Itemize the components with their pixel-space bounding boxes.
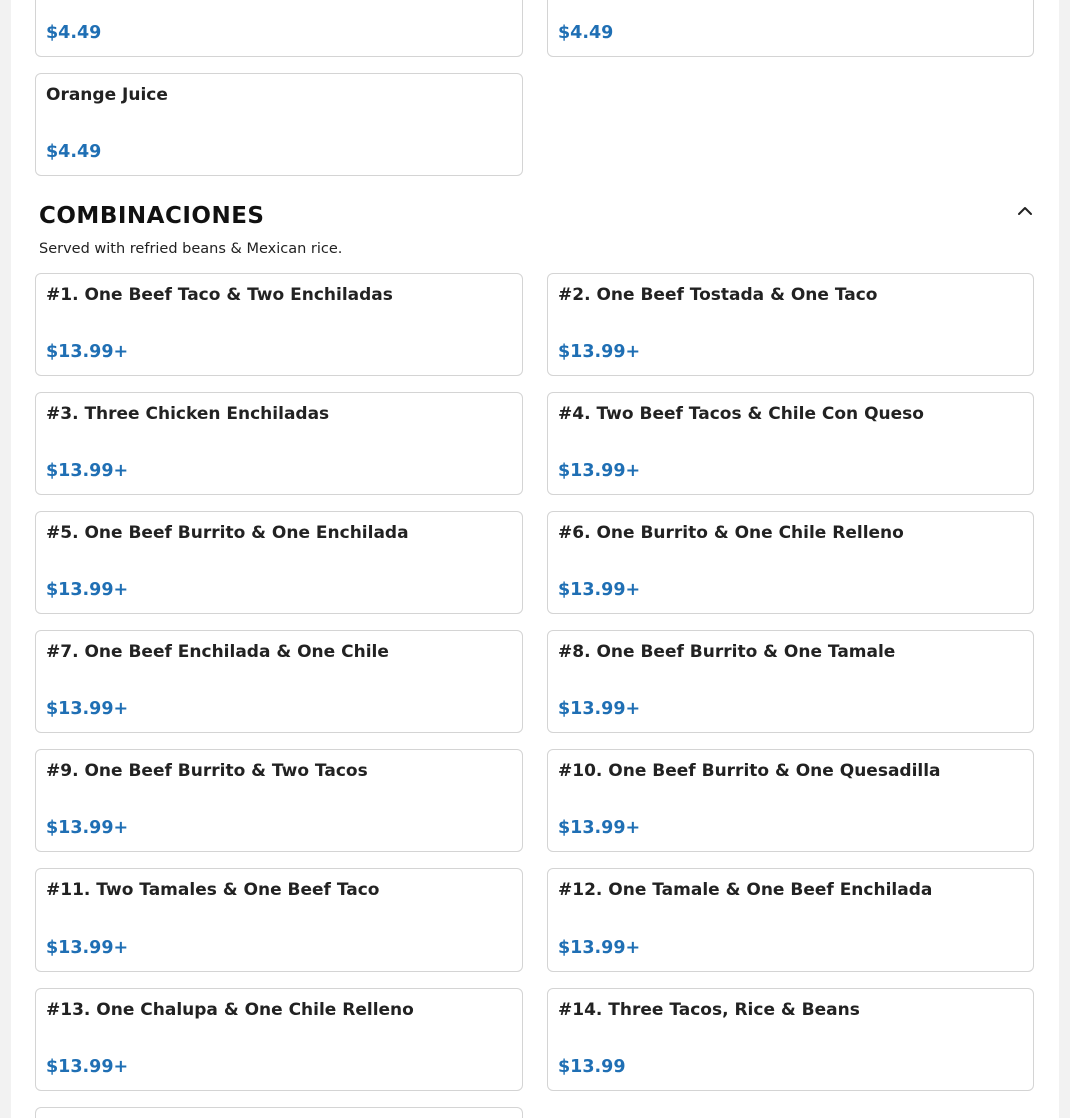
menu-item-card[interactable] xyxy=(35,1107,523,1118)
menu-item-card[interactable] xyxy=(35,392,523,495)
menu-item-price: $13.99+ xyxy=(558,461,641,481)
menu-item-price: $13.99+ xyxy=(46,342,129,362)
menu-item-card[interactable] xyxy=(35,273,523,376)
menu-item-price: $13.99+ xyxy=(558,938,641,958)
menu-item-name: #2. One Beef Tostada & One Taco xyxy=(558,285,878,305)
menu-item-card[interactable] xyxy=(547,0,1034,57)
menu-item-card[interactable] xyxy=(547,749,1034,852)
menu-item-price: $13.99+ xyxy=(46,461,129,481)
menu-item-price: $13.99 xyxy=(558,1057,626,1077)
menu-item-name: #5. One Beef Burrito & One Enchilada xyxy=(46,523,409,543)
menu-item-card[interactable] xyxy=(35,0,523,57)
menu-item-card[interactable] xyxy=(35,988,523,1091)
menu-item-price: $13.99+ xyxy=(558,342,641,362)
menu-item-card[interactable] xyxy=(547,273,1034,376)
menu-item-card[interactable] xyxy=(547,511,1034,614)
menu-item-name: #6. One Burrito & One Chile Relleno xyxy=(558,523,904,543)
menu-item-card[interactable] xyxy=(547,630,1034,733)
menu-item-card[interactable] xyxy=(547,868,1034,972)
menu-item-price: $13.99+ xyxy=(558,699,641,719)
menu-item-card[interactable] xyxy=(35,868,523,972)
menu-item-price: $13.99+ xyxy=(46,1057,129,1077)
menu-item-price: $13.99+ xyxy=(46,699,129,719)
menu-item-card[interactable] xyxy=(35,630,523,733)
section-subtitle: Served with refried beans & Mexican rice. xyxy=(39,241,343,257)
menu-item-name: #10. One Beef Burrito & One Quesadilla xyxy=(558,761,941,781)
menu-item-name: #4. Two Beef Tacos & Chile Con Queso xyxy=(558,404,924,424)
menu-item-card[interactable] xyxy=(35,73,523,176)
menu-item-card[interactable] xyxy=(35,511,523,614)
menu-item-card[interactable] xyxy=(35,749,523,852)
menu-item-name: #3. Three Chicken Enchiladas xyxy=(46,404,330,424)
menu-item-price: $4.49 xyxy=(558,23,614,43)
menu-item-name: #12. One Tamale & One Beef Enchilada xyxy=(558,880,933,900)
section-title: COMBINACIONES xyxy=(39,203,265,229)
menu-page xyxy=(11,0,1059,1118)
menu-item-name: Orange Juice xyxy=(46,85,168,105)
menu-item-price: $4.49 xyxy=(46,23,102,43)
menu-item-price: $13.99+ xyxy=(558,580,641,600)
menu-item-price: $13.99+ xyxy=(558,818,641,838)
menu-item-name: #11. Two Tamales & One Beef Taco xyxy=(46,880,380,900)
menu-item-name: #1. One Beef Taco & Two Enchiladas xyxy=(46,285,393,305)
menu-item-card[interactable] xyxy=(547,392,1034,495)
collapse-section-button[interactable] xyxy=(1012,198,1038,224)
menu-item-name: #13. One Chalupa & One Chile Relleno xyxy=(46,1000,414,1020)
menu-item-price: $13.99+ xyxy=(46,938,129,958)
menu-item-card[interactable] xyxy=(547,988,1034,1091)
menu-item-name: #8. One Beef Burrito & One Tamale xyxy=(558,642,896,662)
menu-item-price: $4.49 xyxy=(46,142,102,162)
menu-item-name: #7. One Beef Enchilada & One Chile xyxy=(46,642,389,662)
menu-item-name: #14. Three Tacos, Rice & Beans xyxy=(558,1000,860,1020)
menu-item-price: $13.99+ xyxy=(46,580,129,600)
menu-item-price: $13.99+ xyxy=(46,818,129,838)
menu-item-name: #9. One Beef Burrito & Two Tacos xyxy=(46,761,368,781)
chevron-up-icon xyxy=(1017,206,1033,216)
